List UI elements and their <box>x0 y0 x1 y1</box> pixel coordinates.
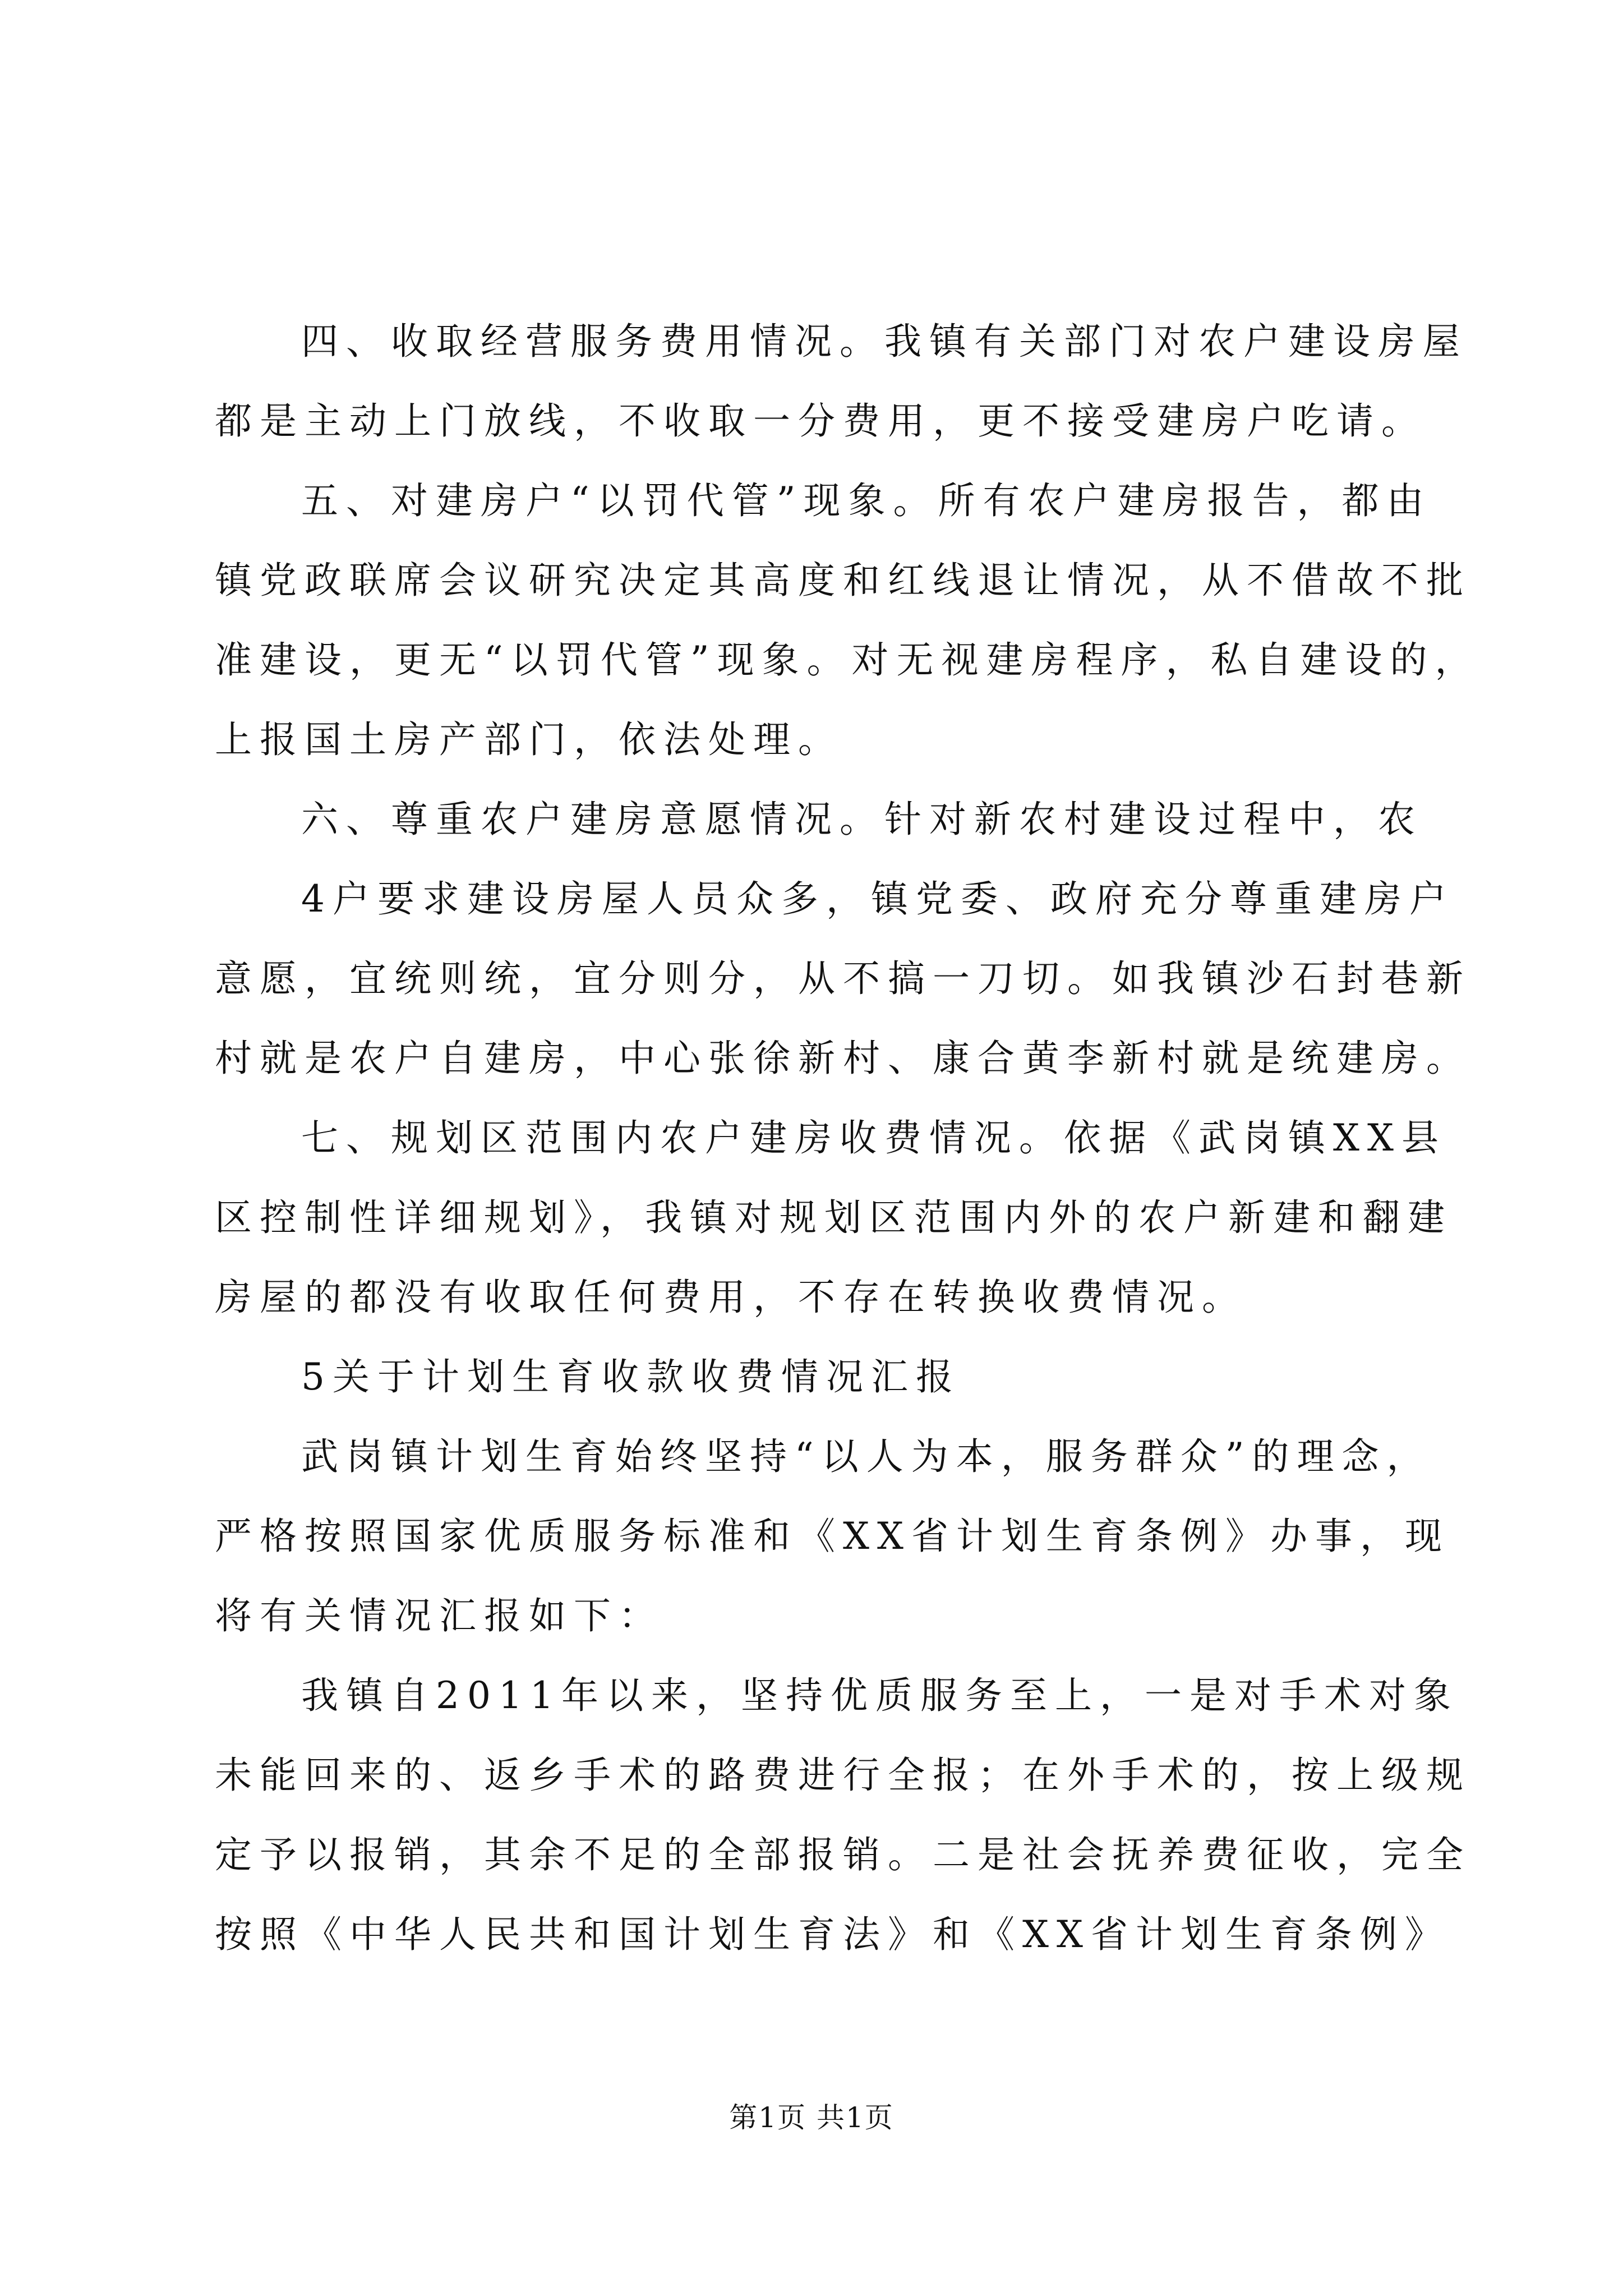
page-footer: 第1页 共1页 <box>729 2101 894 2134</box>
text-line: 意愿，宜统则统，宜分则分，从不搞一刀切。如我镇沙石封巷新 <box>215 957 1471 1000</box>
text-line: 五、对建房户“以罚代管”现象。所有农户建房报告，都由 <box>301 479 1432 522</box>
text-line: 四、收取经营服务费用情况。我镇有关部门对农户建设房屋 <box>301 320 1468 363</box>
text-line: 七、规划区范围内农户建房收费情况。依据《武岗镇XX县 <box>301 1116 1446 1159</box>
text-line: 定予以报销，其余不足的全部报销。二是社会抚养费征收，完全 <box>215 1833 1471 1876</box>
section-heading: 5关于计划生育收款收费情况汇报 <box>301 1355 961 1398</box>
text-line: 武岗镇计划生育始终坚持“以人为本，服务群众”的理念， <box>301 1435 1432 1478</box>
text-line: 区控制性详细规划》，我镇对规划区范围内外的农户新建和翻建 <box>215 1196 1453 1239</box>
text-line: 将有关情况汇报如下： <box>215 1594 663 1637</box>
text-line: 准建设，更无“以罚代管”现象。对无视建房程序，私自建设的， <box>215 638 1480 682</box>
text-line: 六、尊重农户建房意愿情况。针对新农村建设过程中，农 <box>301 798 1423 841</box>
text-line: 都是主动上门放线，不收取一分费用，更不接受建房户吃请。 <box>215 399 1426 443</box>
text-line: 上报国土房产部门，依法处理。 <box>215 718 843 761</box>
text-line: 4户要求建设房屋人员众多，镇党委、政府充分尊重建房户 <box>301 877 1454 921</box>
text-line: 村就是农户自建房，中心张徐新村、康合黄李新村就是统建房。 <box>215 1037 1471 1080</box>
text-line: 房屋的都没有收取任何费用，不存在转换收费情况。 <box>215 1276 1247 1319</box>
text-line: 未能回来的、返乡手术的路费进行全报；在外手术的，按上级规 <box>215 1754 1471 1797</box>
text-line: 按照《中华人民共和国计划生育法》和《XX省计划生育条例》 <box>215 1913 1450 1956</box>
text-line: 镇党政联席会议研究决定其高度和红线退让情况，从不借故不批 <box>215 559 1471 602</box>
text-line: 我镇自2011年以来，坚持优质服务至上，一是对手术对象 <box>301 1674 1459 1717</box>
text-line: 严格按照国家优质服务标准和《XX省计划生育条例》办事，现 <box>215 1515 1450 1558</box>
